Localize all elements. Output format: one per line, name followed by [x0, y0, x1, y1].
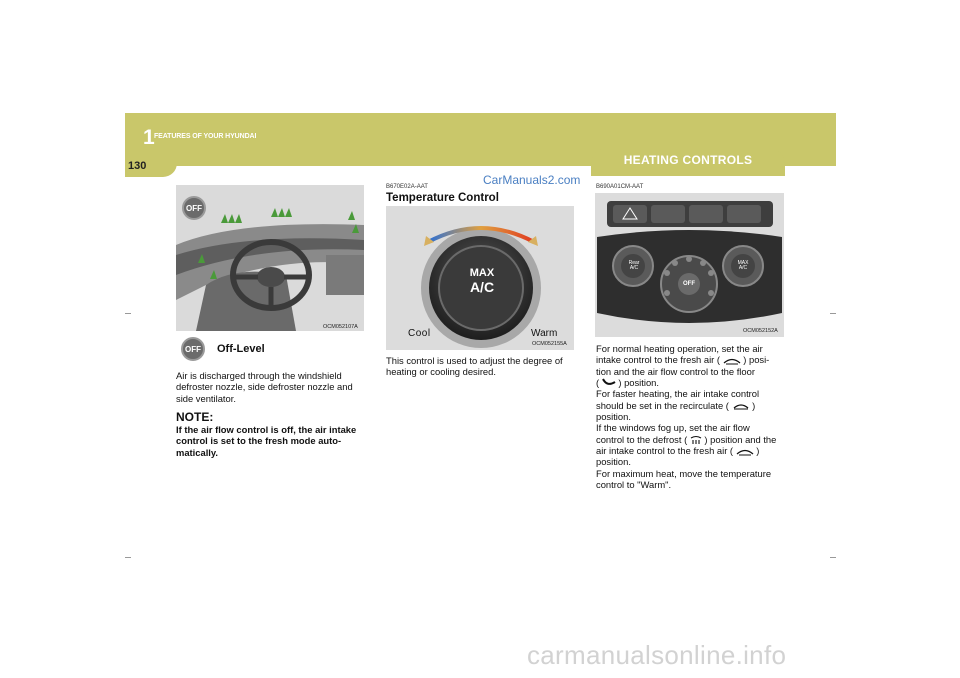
max-ac-button-label: MAX A/C: [737, 260, 749, 271]
crop-mark: [830, 557, 836, 558]
cool-label: Cool: [408, 328, 431, 339]
chapter-number: 1: [143, 126, 155, 149]
warm-label: Warm: [531, 328, 558, 339]
note-text: If the air flow control is off, the air intake control is set to the fresh mode auto- matically.: [176, 424, 357, 458]
control-panel-illustration: [595, 193, 784, 337]
temperature-control-text: This control is used to adjust the degree of heating or cooling desired.: [386, 355, 563, 378]
heating-controls-text: For normal heating operation, set the air intake control to the fresh air ( ) posi- tion and the air flow control to the floor ( ) position. For faster heating, the air intake control should be set in the recirculate ( ) position. If the windows fog up, set the air flow control to the defrost ( ) position and the air intake control to the fresh air ( ) position. For maximum heat, move the temperature control to "Warm".: [596, 343, 777, 490]
image-code: OCM052107A: [323, 324, 358, 330]
control-panel-image: [595, 193, 784, 337]
recirculate-icon: [732, 402, 750, 410]
page-number: 130: [128, 160, 147, 172]
floor-mode-icon: [602, 378, 616, 388]
off-level-icon: OFF: [181, 337, 205, 361]
section-code: B690A01CM-AAT: [596, 184, 644, 190]
watermark-footer: carmanualsonline.info: [527, 640, 787, 670]
section-title: HEATING CONTROLS: [623, 153, 753, 167]
crop-mark: [830, 313, 836, 314]
knob-label-ac: A/C: [469, 279, 495, 295]
off-level-title: Off-Level: [217, 343, 265, 355]
temperature-control-heading: Temperature Control: [386, 192, 499, 204]
watermark-link[interactable]: CarManuals2.com: [483, 173, 581, 187]
chapter-title: FEATURES OF YOUR HYUNDAI: [154, 133, 257, 140]
knob-label-max: MAX: [469, 267, 495, 279]
off-level-text: Air is discharged through the windshield defroster nozzle, side defroster nozzle and side ventilator.: [176, 370, 353, 404]
off-button-icon: OFF: [182, 196, 206, 220]
image-code: OCM052155A: [532, 341, 567, 347]
note-title: NOTE:: [176, 410, 214, 424]
crop-mark: [125, 313, 131, 314]
rear-ac-button-label: Rear A/C: [628, 260, 640, 271]
image-code: OCM052152A: [743, 328, 778, 334]
section-code: B670E02A-AAT: [386, 184, 428, 190]
fresh-air-icon: [736, 448, 754, 456]
fresh-air-icon: [723, 357, 741, 365]
crop-mark: [125, 557, 131, 558]
defrost-icon: [690, 435, 702, 445]
off-button-label: OFF: [683, 281, 695, 287]
